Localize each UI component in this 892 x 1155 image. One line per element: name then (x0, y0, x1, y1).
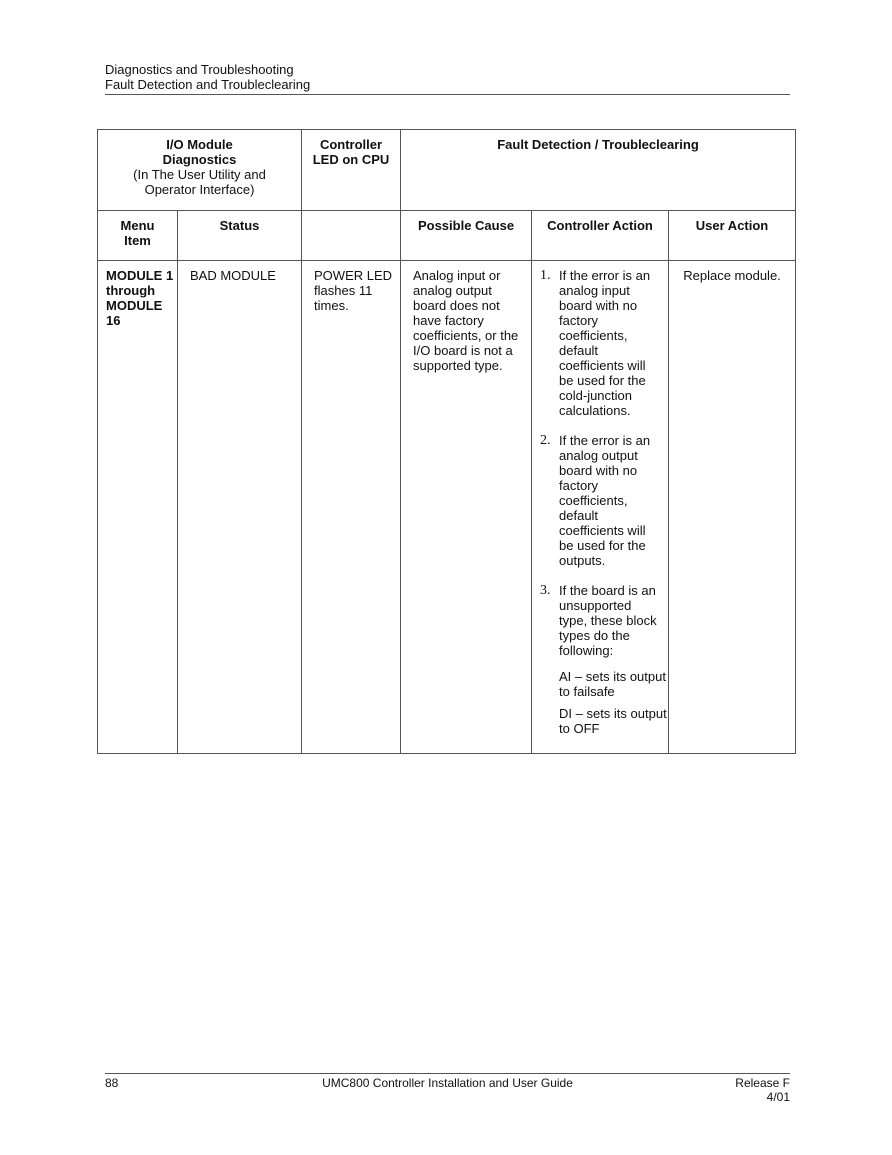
header-divider (105, 94, 790, 95)
controller-action-cell (532, 261, 669, 754)
list-item-number: 3. (540, 583, 551, 598)
possible-cause-cell: Analog input or analog output board does not have factory coefficients, or the I/O board is not a supported type. (401, 261, 532, 754)
table-row (98, 261, 796, 754)
header-section-title: Diagnostics and Troubleshooting (105, 62, 294, 77)
table-top-header-row (98, 130, 796, 211)
user-action-header: User Action (669, 211, 796, 261)
footer-divider (105, 1073, 790, 1074)
io-module-diagnostics-header (98, 130, 302, 211)
ai-note: AI – sets its output to failsafe (559, 669, 666, 699)
list-item-text: If the error is an analog input board with no factory coefficients, default coefficients will be used for the cold-junction calculations. (559, 268, 651, 418)
header-subsection-title: Fault Detection and Troubleclearing (105, 77, 311, 92)
list-item-text: If the board is an unsupported type, these block types do the following: (559, 583, 657, 658)
io-module-header-line: I/O Module (166, 137, 233, 152)
release-date: 4/01 (766, 1090, 790, 1104)
io-module-header-note: (In The User Utility and (133, 167, 266, 182)
list-item (540, 583, 662, 658)
io-module-header-note: Operator Interface) (144, 182, 255, 197)
controller-action-list (532, 268, 668, 658)
controller-led-cell: POWER LED flashes 11 times. (302, 261, 401, 754)
controller-action-header: Controller Action (532, 211, 669, 261)
controller-led-header: Controller LED on CPU (302, 130, 401, 211)
diagnostics-table (97, 129, 796, 754)
io-module-header-line: Diagnostics (162, 152, 237, 167)
fault-detection-header: Fault Detection / Troubleclearing (401, 130, 796, 211)
list-item-number: 2. (540, 433, 551, 448)
list-item (540, 268, 662, 418)
table-sub-header-row (98, 211, 796, 261)
list-item (540, 433, 662, 568)
status-cell: BAD MODULE (178, 261, 302, 754)
empty-header-cell (302, 211, 401, 261)
possible-cause-header: Possible Cause (401, 211, 532, 261)
di-note: DI – sets its output to OFF (559, 706, 667, 736)
release-info (735, 1076, 790, 1104)
page-number: 88 (105, 1076, 119, 1090)
list-item-number: 1. (540, 268, 551, 283)
list-item-text: If the error is an analog output board with no factory coefficients, default coefficients will be used for the outputs. (559, 433, 651, 568)
menu-item-header: Menu Item (98, 211, 178, 261)
menu-item-cell: MODULE 1 through MODULE 16 (98, 261, 178, 754)
status-header: Status (178, 211, 302, 261)
user-action-cell: Replace module. (669, 261, 796, 754)
document-title: UMC800 Controller Installation and User Guide (322, 1076, 573, 1090)
release-label: Release F (735, 1076, 790, 1090)
page-header (105, 62, 790, 92)
